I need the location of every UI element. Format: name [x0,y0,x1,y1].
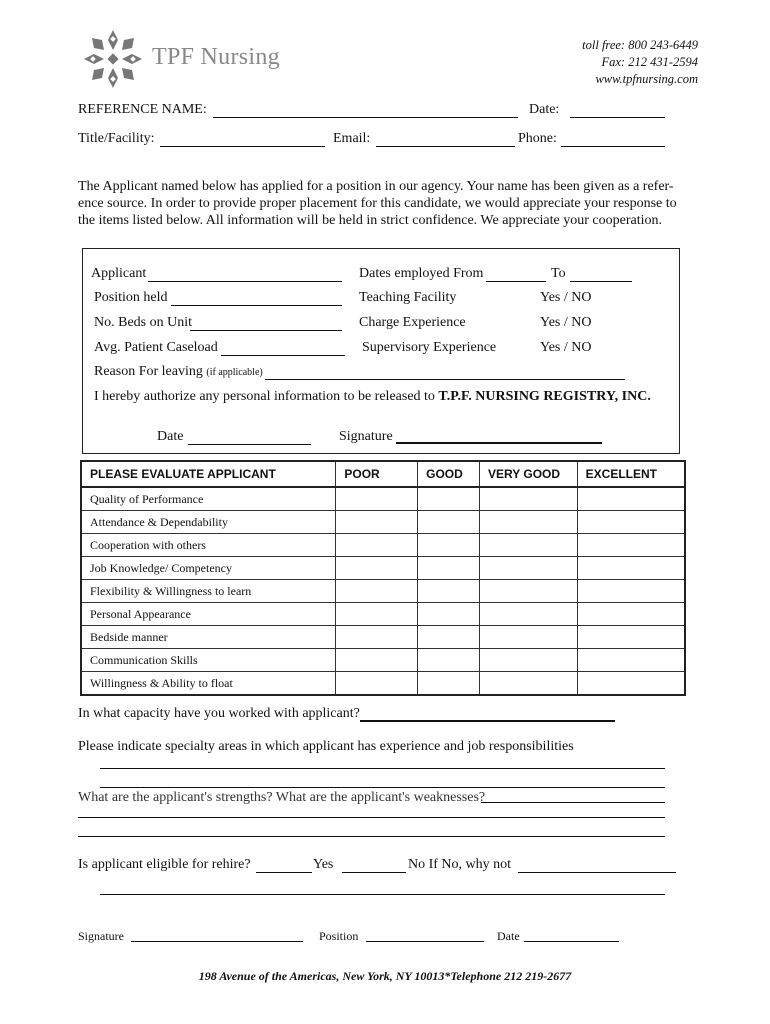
rehire-no-why-label: No If No, why not [408,857,512,872]
teaching-facility-label: Teaching Facility [359,290,457,305]
rehire-question: Is applicant eligible for rehire? [78,857,251,872]
patient-caseload-field[interactable] [221,355,345,356]
table-row [81,672,685,696]
supervisory-experience-label: Supervisory Experience [362,340,497,355]
header-very-good: VERY GOOD [480,461,578,487]
reference-date-field[interactable] [570,117,665,118]
strengths-field-inline[interactable] [481,802,665,803]
charge-experience-yes-no[interactable]: Yes / NO [540,315,592,330]
intro-line-3: the items listed below. All information will be held in strict confidence. We appreciate your cooperation. [78,213,662,228]
criterion-label: Flexibility & Willingness to learn [81,580,336,603]
rating-cell-excellent[interactable] [577,487,685,511]
rating-cell-very-good[interactable] [480,603,578,626]
fax: Fax: 212 431-2594 [601,55,698,69]
criterion-label: Personal Appearance [81,603,336,626]
rating-cell-poor[interactable] [336,557,418,580]
rating-cell-poor[interactable] [336,672,418,696]
specialty-field-1[interactable] [100,768,665,769]
bottom-signature-field[interactable] [131,941,303,942]
rating-cell-excellent[interactable] [577,511,685,534]
beds-on-unit-label: No. Beds on Unit [94,315,192,330]
box-date-label: Date [157,429,184,444]
phone-label: Phone: [518,131,557,146]
dates-to-field[interactable] [570,281,632,282]
reason-leaving-note: (if applicable) [206,367,263,378]
rehire-why-field-inline[interactable] [518,872,676,873]
snowflake-logo-icon [82,28,144,90]
charge-experience-label: Charge Experience [359,315,466,330]
evaluation-header-row [81,461,685,487]
reason-leaving-label [94,364,263,380]
website[interactable]: www.tpfnursing.com [595,72,698,86]
authorize-statement [94,389,651,405]
rehire-why-field[interactable] [100,894,665,895]
rating-cell-good[interactable] [418,603,480,626]
header-good: GOOD [418,461,480,487]
bottom-date-label: Date [497,929,520,943]
rating-cell-excellent[interactable] [577,534,685,557]
patient-caseload-label: Avg. Patient Caseload [94,340,218,355]
criterion-label: Willingness & Ability to float [81,672,336,696]
reference-date-label: Date: [529,102,560,117]
criterion-label: Quality of Performance [81,487,336,511]
position-held-field[interactable] [171,305,342,306]
rating-cell-excellent[interactable] [577,603,685,626]
dates-to-label: To [551,266,566,281]
rating-cell-good[interactable] [418,649,480,672]
reason-leaving-field[interactable] [265,379,625,380]
header-poor: POOR [336,461,418,487]
rating-cell-good[interactable] [418,626,480,649]
capacity-question: In what capacity have you worked with applicant? [78,706,360,721]
criterion-label: Cooperation with others [81,534,336,557]
rehire-yes-field[interactable] [256,872,312,873]
box-signature-field[interactable] [396,442,602,444]
criterion-label: Job Knowledge/ Competency [81,557,336,580]
capacity-field[interactable] [360,720,615,722]
rating-cell-very-good[interactable] [480,487,578,511]
logo-text: TPF Nursing [152,44,280,70]
bottom-signature-label: Signature [78,929,124,943]
criterion-label: Attendance & Dependability [81,511,336,534]
rating-cell-very-good[interactable] [480,672,578,696]
title-facility-field[interactable] [160,146,325,147]
table-row [81,603,685,626]
bottom-position-field[interactable] [366,941,484,942]
table-row [81,649,685,672]
reason-leaving-text: Reason For leaving [94,364,203,379]
toll-free: toll free: 800 243-6449 [582,38,698,52]
table-row [81,511,685,534]
rating-cell-poor[interactable] [336,626,418,649]
logo [82,28,144,90]
dates-employed-label: Dates employed From [359,266,484,281]
phone-field[interactable] [561,146,665,147]
registry-name: T.P.F. NURSING REGISTRY, INC. [438,389,651,404]
dates-from-field[interactable] [486,281,546,282]
bottom-date-field[interactable] [524,941,619,942]
box-date-field[interactable] [188,444,311,445]
strengths-field-2[interactable] [78,836,665,837]
authorize-text: I hereby authorize any personal information to be released to [94,389,435,404]
applicant-label: Applicant [91,266,147,281]
footer-address: 198 Avenue of the Americas, New York, NY 10013*Telephone 212 219-2677 [198,969,572,983]
table-row [81,557,685,580]
supervisory-experience-yes-no[interactable]: Yes / NO [540,340,592,355]
rating-cell-excellent[interactable] [577,626,685,649]
rating-cell-poor[interactable] [336,649,418,672]
rating-cell-excellent[interactable] [577,672,685,696]
table-row [81,580,685,603]
criterion-label: Bedside manner [81,626,336,649]
rating-cell-good[interactable] [418,534,480,557]
rehire-yes-label: Yes [313,857,334,872]
header-excellent: EXCELLENT [577,461,685,487]
table-row [81,487,685,511]
strengths-field-1[interactable] [78,817,665,818]
rating-cell-good[interactable] [418,672,480,696]
rating-cell-very-good[interactable] [480,557,578,580]
table-row [81,626,685,649]
rating-cell-good[interactable] [418,557,480,580]
rating-cell-excellent[interactable] [577,649,685,672]
beds-on-unit-field[interactable] [190,330,342,331]
strengths-question: What are the applicant's strengths? What are the applicant's weaknesses? [78,790,486,805]
rating-cell-good[interactable] [418,487,480,511]
rating-cell-poor[interactable] [336,487,418,511]
criterion-label: Communication Skills [81,649,336,672]
rating-cell-poor[interactable] [336,511,418,534]
rehire-no-field[interactable] [342,872,406,873]
reference-name-field[interactable] [213,117,518,118]
position-held-label: Position held [94,290,168,305]
rating-cell-very-good[interactable] [480,534,578,557]
evaluation-table [80,460,686,696]
rating-cell-poor[interactable] [336,534,418,557]
bottom-position-label: Position [319,929,359,943]
teaching-facility-yes-no[interactable]: Yes / NO [540,290,592,305]
rating-cell-good[interactable] [418,511,480,534]
email-field[interactable] [376,146,515,147]
specialty-field-2[interactable] [100,787,665,788]
rating-cell-very-good[interactable] [480,511,578,534]
reference-name-label: REFERENCE NAME: [78,102,207,117]
rating-cell-poor[interactable] [336,603,418,626]
intro-line-1: The Applicant named below has applied for a position in our agency. Your name has been given as a refer- [78,179,674,194]
rating-cell-very-good[interactable] [480,626,578,649]
specialty-question: Please indicate specialty areas in which applicant has experience and job responsibilities [78,739,574,754]
intro-line-2: ence source. In order to provide proper placement for this candidate, we would appreciate your response to [78,196,677,211]
applicant-field[interactable] [148,281,342,282]
table-row [81,534,685,557]
email-label: Email: [333,131,371,146]
rating-cell-very-good[interactable] [480,580,578,603]
header-evaluate: PLEASE EVALUATE APPLICANT [81,461,336,487]
title-facility-label: Title/Facility: [78,131,155,146]
rating-cell-excellent[interactable] [577,580,685,603]
rating-cell-good[interactable] [418,580,480,603]
box-signature-label: Signature [339,429,393,444]
rating-cell-poor[interactable] [336,580,418,603]
rating-cell-very-good[interactable] [480,649,578,672]
rating-cell-excellent[interactable] [577,557,685,580]
